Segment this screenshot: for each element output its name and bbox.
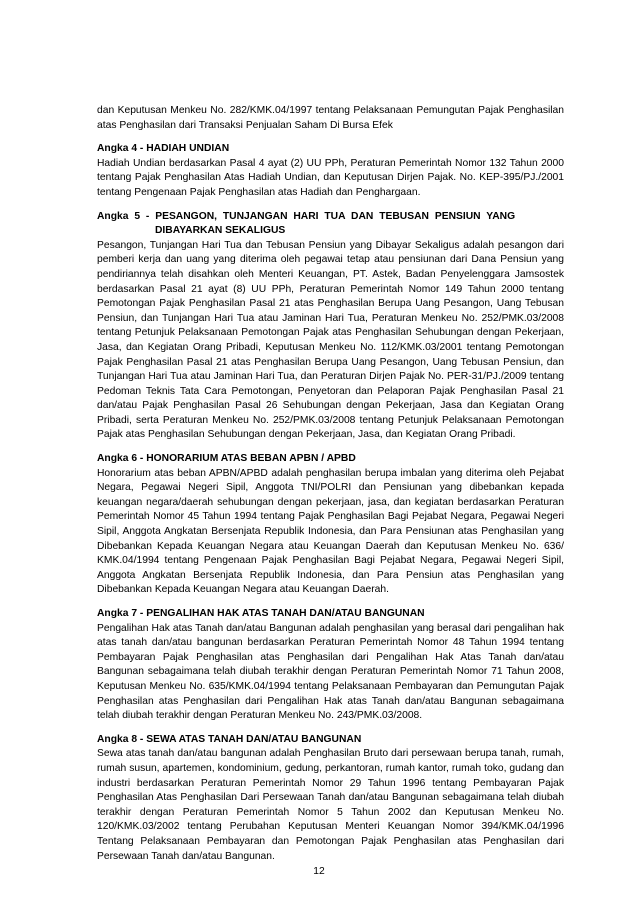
document-page — [97, 104, 564, 864]
section-angka-7 — [97, 607, 564, 724]
section-angka-5 — [97, 210, 564, 444]
page-number: 12 — [313, 866, 325, 877]
section-angka-4 — [97, 142, 564, 200]
intro-paragraph: dan Keputusan Menkeu No. 282/KMK.04/1997 tentang Pelaksanaan Pemungutan Pajak Penghasilan atas Penghasilan dari Transaksi Penjualan Saham Di Bursa Efek — [97, 105, 564, 131]
section-heading: Angka 7 - PENGALIHAN HAK ATAS TANAH DAN/ATAU BANGUNAN — [97, 608, 425, 619]
section-body: Hadiah Undian berdasarkan Pasal 4 ayat (2) UU PPh, Peraturan Pemerintah Nomor 132 Tahun 2000 tentang Pajak Penghasilan Atas Hadiah Undian, dan Keputusan Dirjen Pajak. No. KEP-395/PJ./2001 tentang Pengenaan Pajak Penghasilan atas Hadiah dan Penghargaan. — [97, 157, 564, 198]
section-body: Honorarium atas beban APBN/APBD adalah penghasilan berupa imbalan yang diterima oleh Pejabat Negara, Pegawai Negeri Sipil, Anggota TNI/POLRI dan Pensiunan yang dibebankan kepada keuangan negara/daerah sehubungan dengan pekerjaan, jasa, dan kegiatan berdasarkan Peraturan Pemerintah Nomor 45 Tahun 1994 tentang Pajak Penghasilan Bagi Pejabat Negara, Pegawai Negeri Sipil, Anggota Angkatan Bersenjata Republik Indonesia, dan Para Pensiunan atas Penghasilan yang Dibebankan Kepada Keuangan Negara atau Keuangan Daerah dan Keputusan Menkeu No. 636/ KMK.04/1994 tentang Pengenaan Pajak Penghasilan Bagi Pejabat Negara, Pegawai Negeri Sipil, Anggota Angkatan Bersenjata Republik Indonesia, dan Para Pensiun atas Penghasilan yang Dibebankan Kepada Keuangan Negara atau Keuangan Daerah. — [97, 467, 564, 596]
section-body: Pesangon, Tunjangan Hari Tua dan Tebusan Pensiun yang Dibayar Sekaligus adalah pesangon dari pemberi kerja dan uang yang diterima oleh pegawai tetap atau pensiunan dari Dana Pensiun yang pendiriannya telah disahkan oleh Menteri Keuangan, PT. Astek, Badan Penyelenggara Jamsostek berdasarkan Pasal 21 ayat (8) UU PPh, Peraturan Pemerintah Nomor 149 Tahun 2000 tentang Pemotongan Pajak Penghasilan Pasal 21 atas Penghasilan Berupa Uang Pesangon, Uang Tebusan Pensiun, dan Tunjangan Hari Tua atau Jaminan Hari Tua, Peraturan Menkeu No. 252/PMK.03/2008 tentang Petunjuk Pelaksanaan Pemotongan Pajak atas Penghasilan Sehubungan dengan Pekerjaan, Jasa, dan Kegiatan Orang Pribadi, Keputusan Menkeu No. 112/KMK.03/2001 tentang Pemotongan Pajak Penghasilan Pasal 21 atas Penghasilan Berupa Uang Pesangon, Uang Tebusan Pensiun, dan Tunjangan Hari Tua atau Jaminan Hari Tua, dan Peraturan Dirjen Pajak No. PER-31/PJ./2009 tentang Pedoman Teknis Tata Cara Pemotongan, Penyetoran dan Pelaporan Pajak Penghasilan Pasal 21 dan/atau Pajak Penghasilan Pasal 26 Sehubungan dengan Pekerjaan, Jasa dan Kegiatan Orang Pribadi, serta Peraturan Menkeu No. 252/PMK.03/2008 tentang Petunjuk Pelaksanaan Pemotongan Pajak atas Penghasilan Sehubungan dengan Pekerjaan, Jasa, dan Kegiatan Orang Pribadi. — [97, 239, 564, 441]
section-body: Pengalihan Hak atas Tanah dan/atau Bangunan adalah penghasilan yang berasal dari pengalihan hak atas tanah dan/atau bangunan berdasarkan Peraturan Pemerintah Nomor 48 Tahun 1994 tentang Pembayaran Pajak Penghasilan atas Penghasilan dari Pengalihan Hak Atas Tanah dan/atau Bangunan sebagaimana telah diubah terakhir dengan Peraturan Pemerintah Nomor 71 Tahun 2008, Keputusan Menkeu No. 635/KMK.04/1994 tentang Pelaksanaan Pembayaran dan Pemungutan Pajak Penghasilan atas Penghasilan dari Pengalihan Hak atas Tanah dan/atau Bangunan sebagaimana telah diubah terakhir dengan Peraturan Menkeu No. 243/PMK.03/2008. — [97, 622, 564, 722]
section-heading: Angka 6 - HONORARIUM ATAS BEBAN APBN / APBD — [97, 453, 356, 465]
section-angka-8 — [97, 733, 564, 864]
section-heading-continuation: DIBAYARKAN SEKALIGUS — [155, 225, 286, 237]
section-heading: Angka 8 - SEWA ATAS TANAH DAN/ATAU BANGUNAN — [97, 733, 362, 745]
section-angka-6 — [97, 452, 564, 598]
section-heading: Angka 5 - PESANGON, TUNJANGAN HARI TUA DAN TEBUSAN PENSIUN YANG — [97, 210, 516, 222]
section-heading: Angka 4 - HADIAH UNDIAN — [97, 143, 230, 155]
section-body: Sewa atas tanah dan/atau bangunan adalah Penghasilan Bruto dari persewaan berupa tanah, rumah, rumah susun, apartemen, kondominium, gedung, perkantoran, rumah kantor, rumah toko, gudang dan industri berdasarkan Peraturan Pemerintah Nomor 29 Tahun 1996 tentang Pembayaran Pajak Penghasilan Atas Penghasilan Dari Persewaan Tanah dan/atau Bangunan sebagaimana telah diubah terakhir dengan Peraturan Pemerintah Nomor 5 Tahun 2002 dan Keputusan Menkeu No. 120/KMK.03/2002 tentang Perubahan Keputusan Menteri Keuangan Nomor 394/KMK.04/1996 Tentang Pelaksanaan Pembayaran dan Pemotongan Pajak Penghasilan atas Penghasilan dari Persewaan Tanah dan/atau Bangunan. — [97, 748, 564, 862]
